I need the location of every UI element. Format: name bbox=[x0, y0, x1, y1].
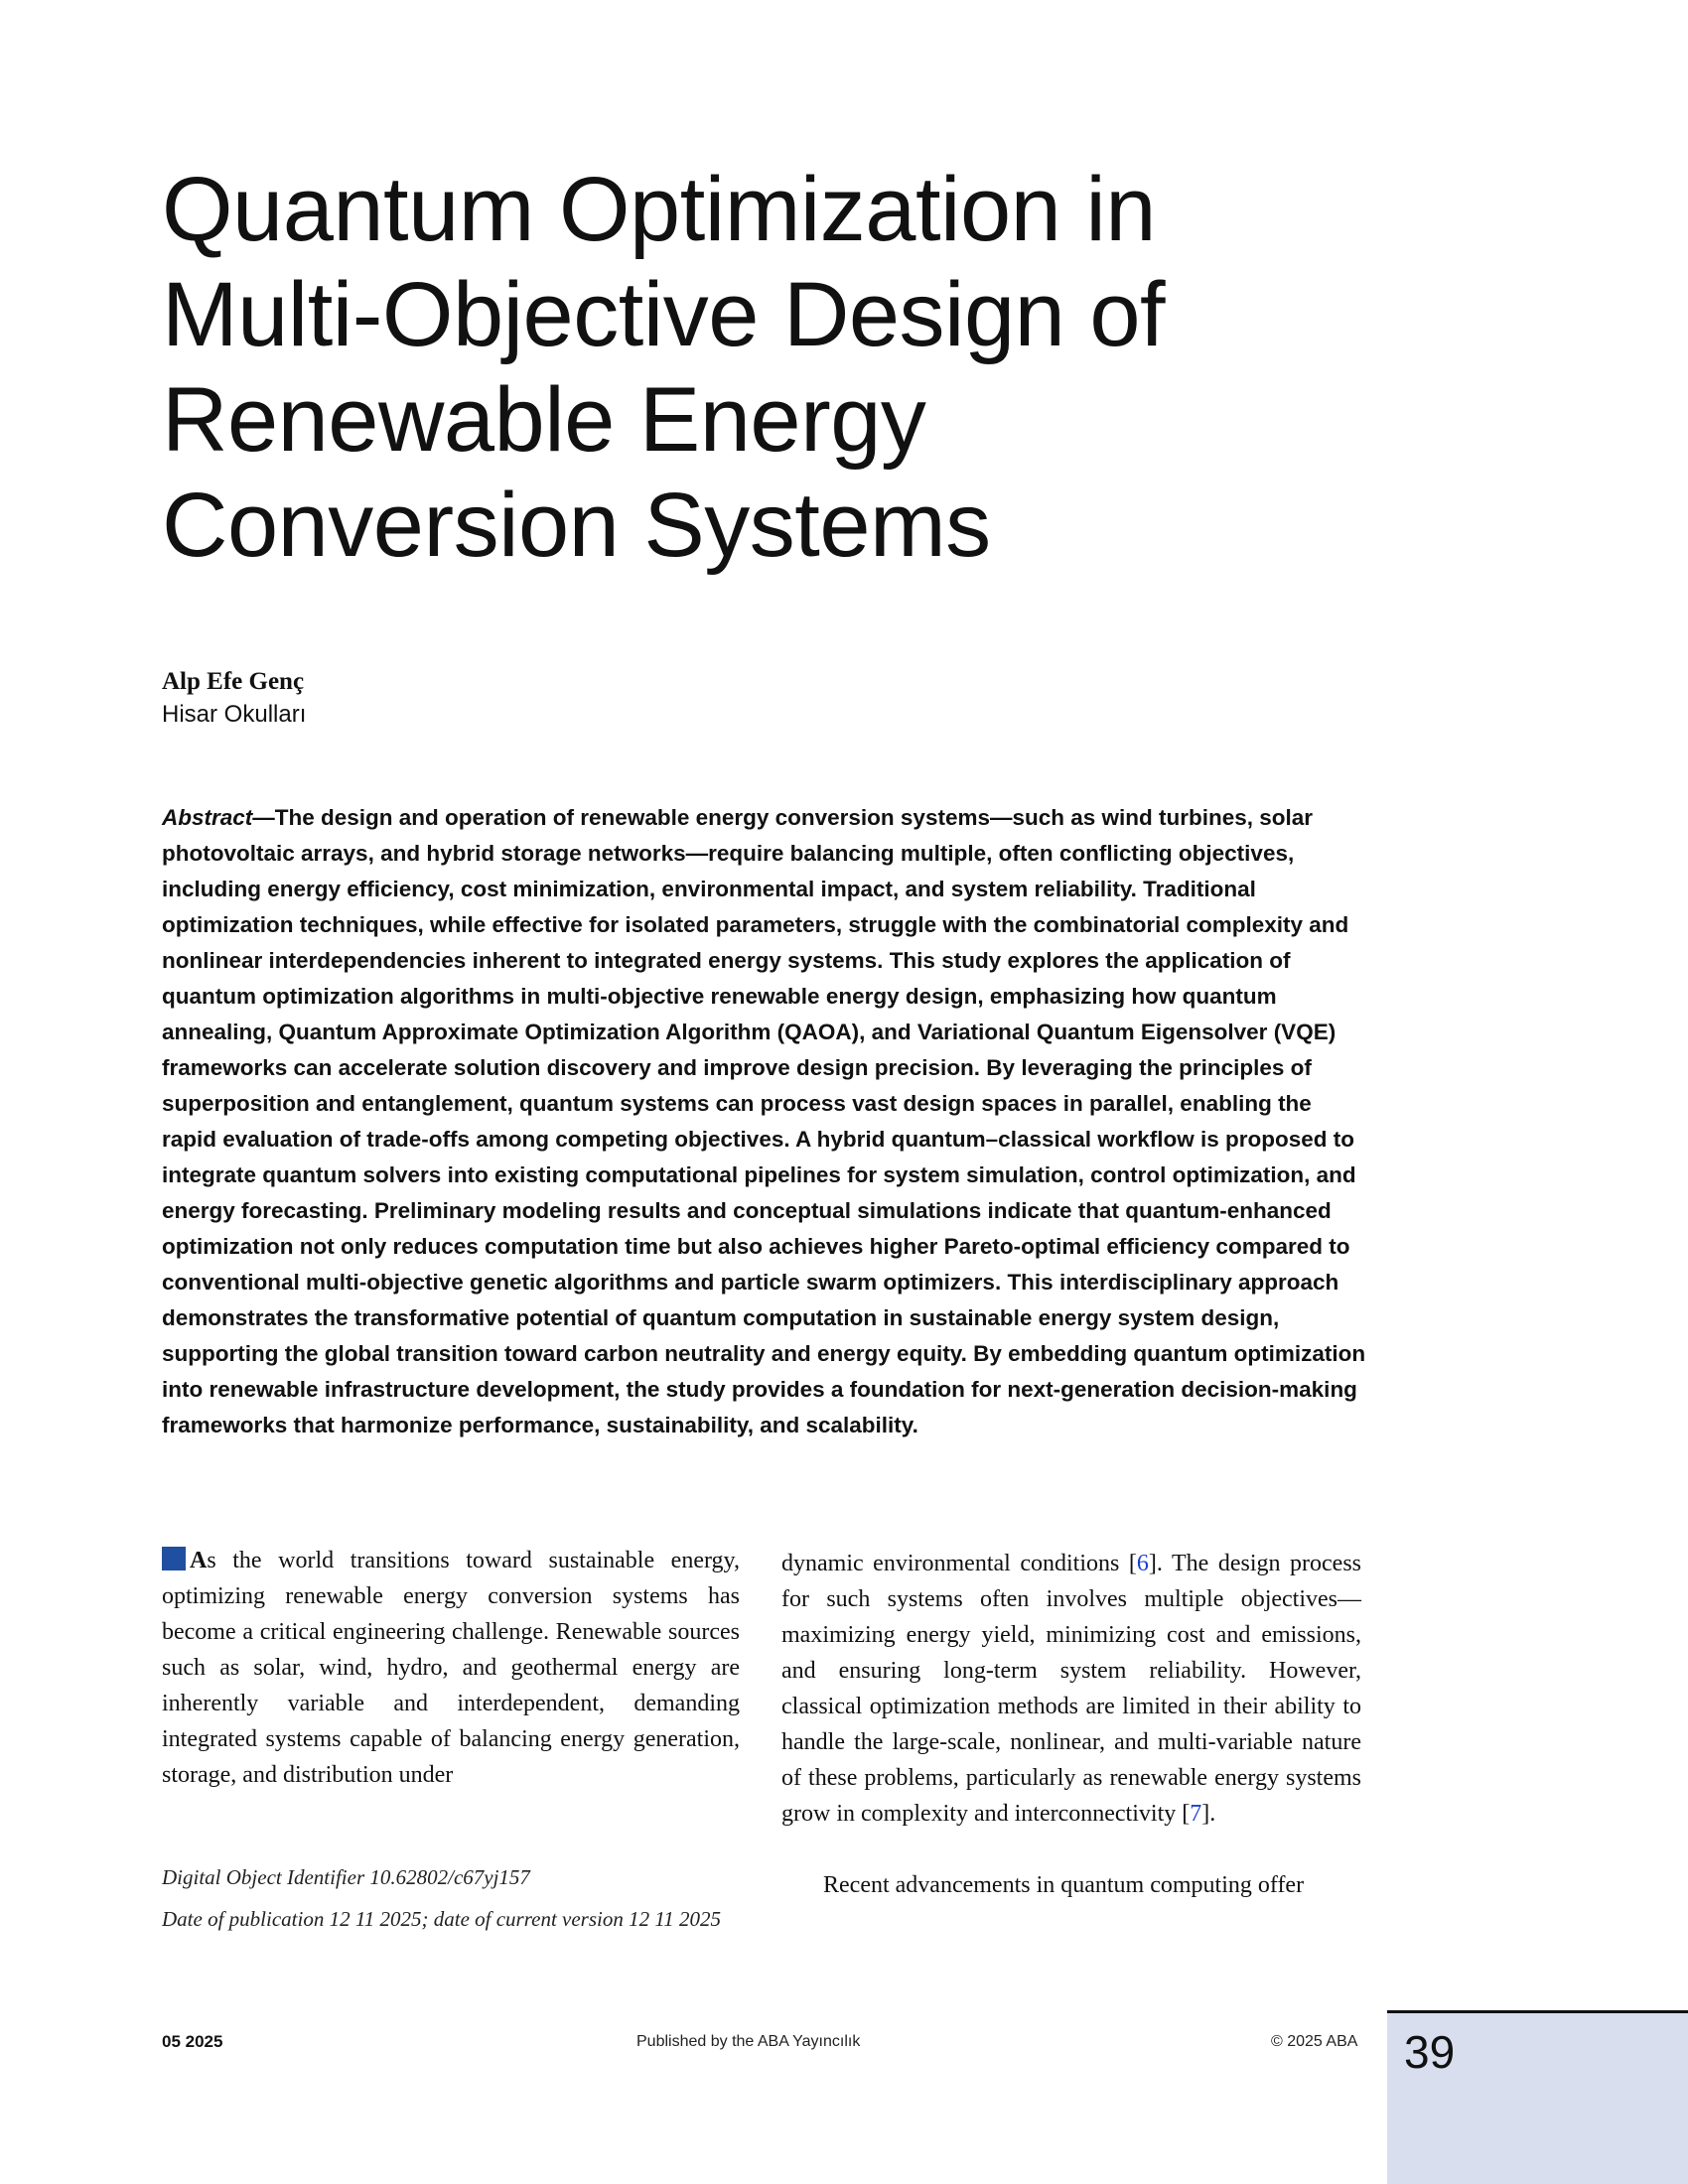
abstract bbox=[162, 800, 1368, 1443]
intro-text: s the world transitions toward sustainable energy, optimizing renewable energy conversion systems has become a critical engineering challenge. Renewable sources such as solar, wind, hydro, and geothermal energy are inherently variable and interdependent, demanding integrated systems capable of balancing energy generation, storage, and distribution under bbox=[162, 1548, 740, 1788]
title-line-4: Conversion Systems bbox=[162, 475, 991, 576]
abstract-label: Abstract bbox=[162, 805, 253, 830]
section-marker-square-icon bbox=[162, 1547, 186, 1570]
title-line-1: Quantum Optimization in bbox=[162, 159, 1156, 260]
footer-publisher: Published by the ABA Yayıncılık bbox=[636, 2033, 861, 2050]
dropcap-letter: A bbox=[190, 1548, 208, 1573]
dates-line: Date of publication 12 11 2025; date of current version 12 11 2025 bbox=[162, 1907, 722, 1931]
paragraph-text: ]. bbox=[1201, 1801, 1216, 1827]
body-paragraph-1 bbox=[781, 1546, 1361, 1832]
abstract-text: —The design and operation of renewable energy conversion systems—such as wind turbines, solar photovoltaic arrays, and hybrid storage networks—require balancing multiple, often conflicting objectives, including energy efficiency, cost minimization, environmental impact, and system reliability. Traditional optimization techniques, while effective for isolated parameters, struggle with the combinatorial complexity and nonlinear interdependencies inherent to integrated energy systems. This study explores the application of quantum optimization algorithms in multi-objective renewable energy design, emphasizing how quantum annealing, Quantum Approximate Optimization Algorithm (QAOA), and Variational Quantum Eigensolver (VQE) frameworks can accelerate solution discovery and improve design precision. By leveraging the principles of superposition and entanglement, quantum systems can process vast design spaces in parallel, enabling the rapid evaluation of trade-offs among competing objectives. A hybrid quantum–classical workflow is proposed to integrate quantum solvers into existing computational pipelines for system simulation, control optimization, and energy forecasting. Preliminary modeling results and conceptual simulations indicate that quantum-enhanced optimization not only reduces computation time but also achieves higher Pareto-optimal efficiency compared to conventional multi-objective genetic algorithms and particle swarm optimizers. This interdisciplinary approach demonstrates the transformative potential of quantum computation in sustainable energy system design, supporting the global transition toward carbon neutrality and energy equity. By embedding quantum optimization into renewable infrastructure development, the study provides a foundation for next-generation decision-making frameworks that harmonize performance, sustainability, and scalability. bbox=[162, 805, 1366, 1437]
author-name: Alp Efe Genç bbox=[162, 668, 305, 695]
intro-paragraph bbox=[162, 1543, 740, 1793]
citation-link-7[interactable]: 7 bbox=[1190, 1801, 1202, 1827]
doi-line: Digital Object Identifier 10.62802/c67yj157 bbox=[162, 1865, 530, 1889]
author-affiliation: Hisar Okulları bbox=[162, 701, 307, 728]
paper-title bbox=[162, 157, 1353, 578]
body-column-right bbox=[781, 1546, 1361, 1903]
publication-metadata bbox=[162, 1856, 740, 1940]
title-line-3: Renewable Energy bbox=[162, 369, 926, 471]
paragraph-text: ]. The design process for such systems often involves multiple objectives—maximizing energy yield, minimizing cost and emissions, and ensuring long-term system reliability. However, classical optimization methods are limited in their ability to handle the large-scale, nonlinear, and multi-variable nature of these problems, particularly as renewable energy systems grow in complexity and interconnectivity [ bbox=[781, 1551, 1361, 1827]
footer-copyright: © 2025 ABA bbox=[1271, 2033, 1358, 2050]
body-paragraph-2: Recent advancements in quantum computing offer bbox=[823, 1872, 1305, 1898]
body-column-left bbox=[162, 1543, 740, 1793]
footer-issue: 05 2025 bbox=[162, 2032, 223, 2051]
title-line-2: Multi-Objective Design of bbox=[162, 264, 1166, 365]
page-number: 39 bbox=[1404, 2026, 1456, 2078]
paragraph-text: dynamic environmental conditions [ bbox=[781, 1551, 1137, 1576]
citation-link-6[interactable]: 6 bbox=[1136, 1551, 1149, 1576]
